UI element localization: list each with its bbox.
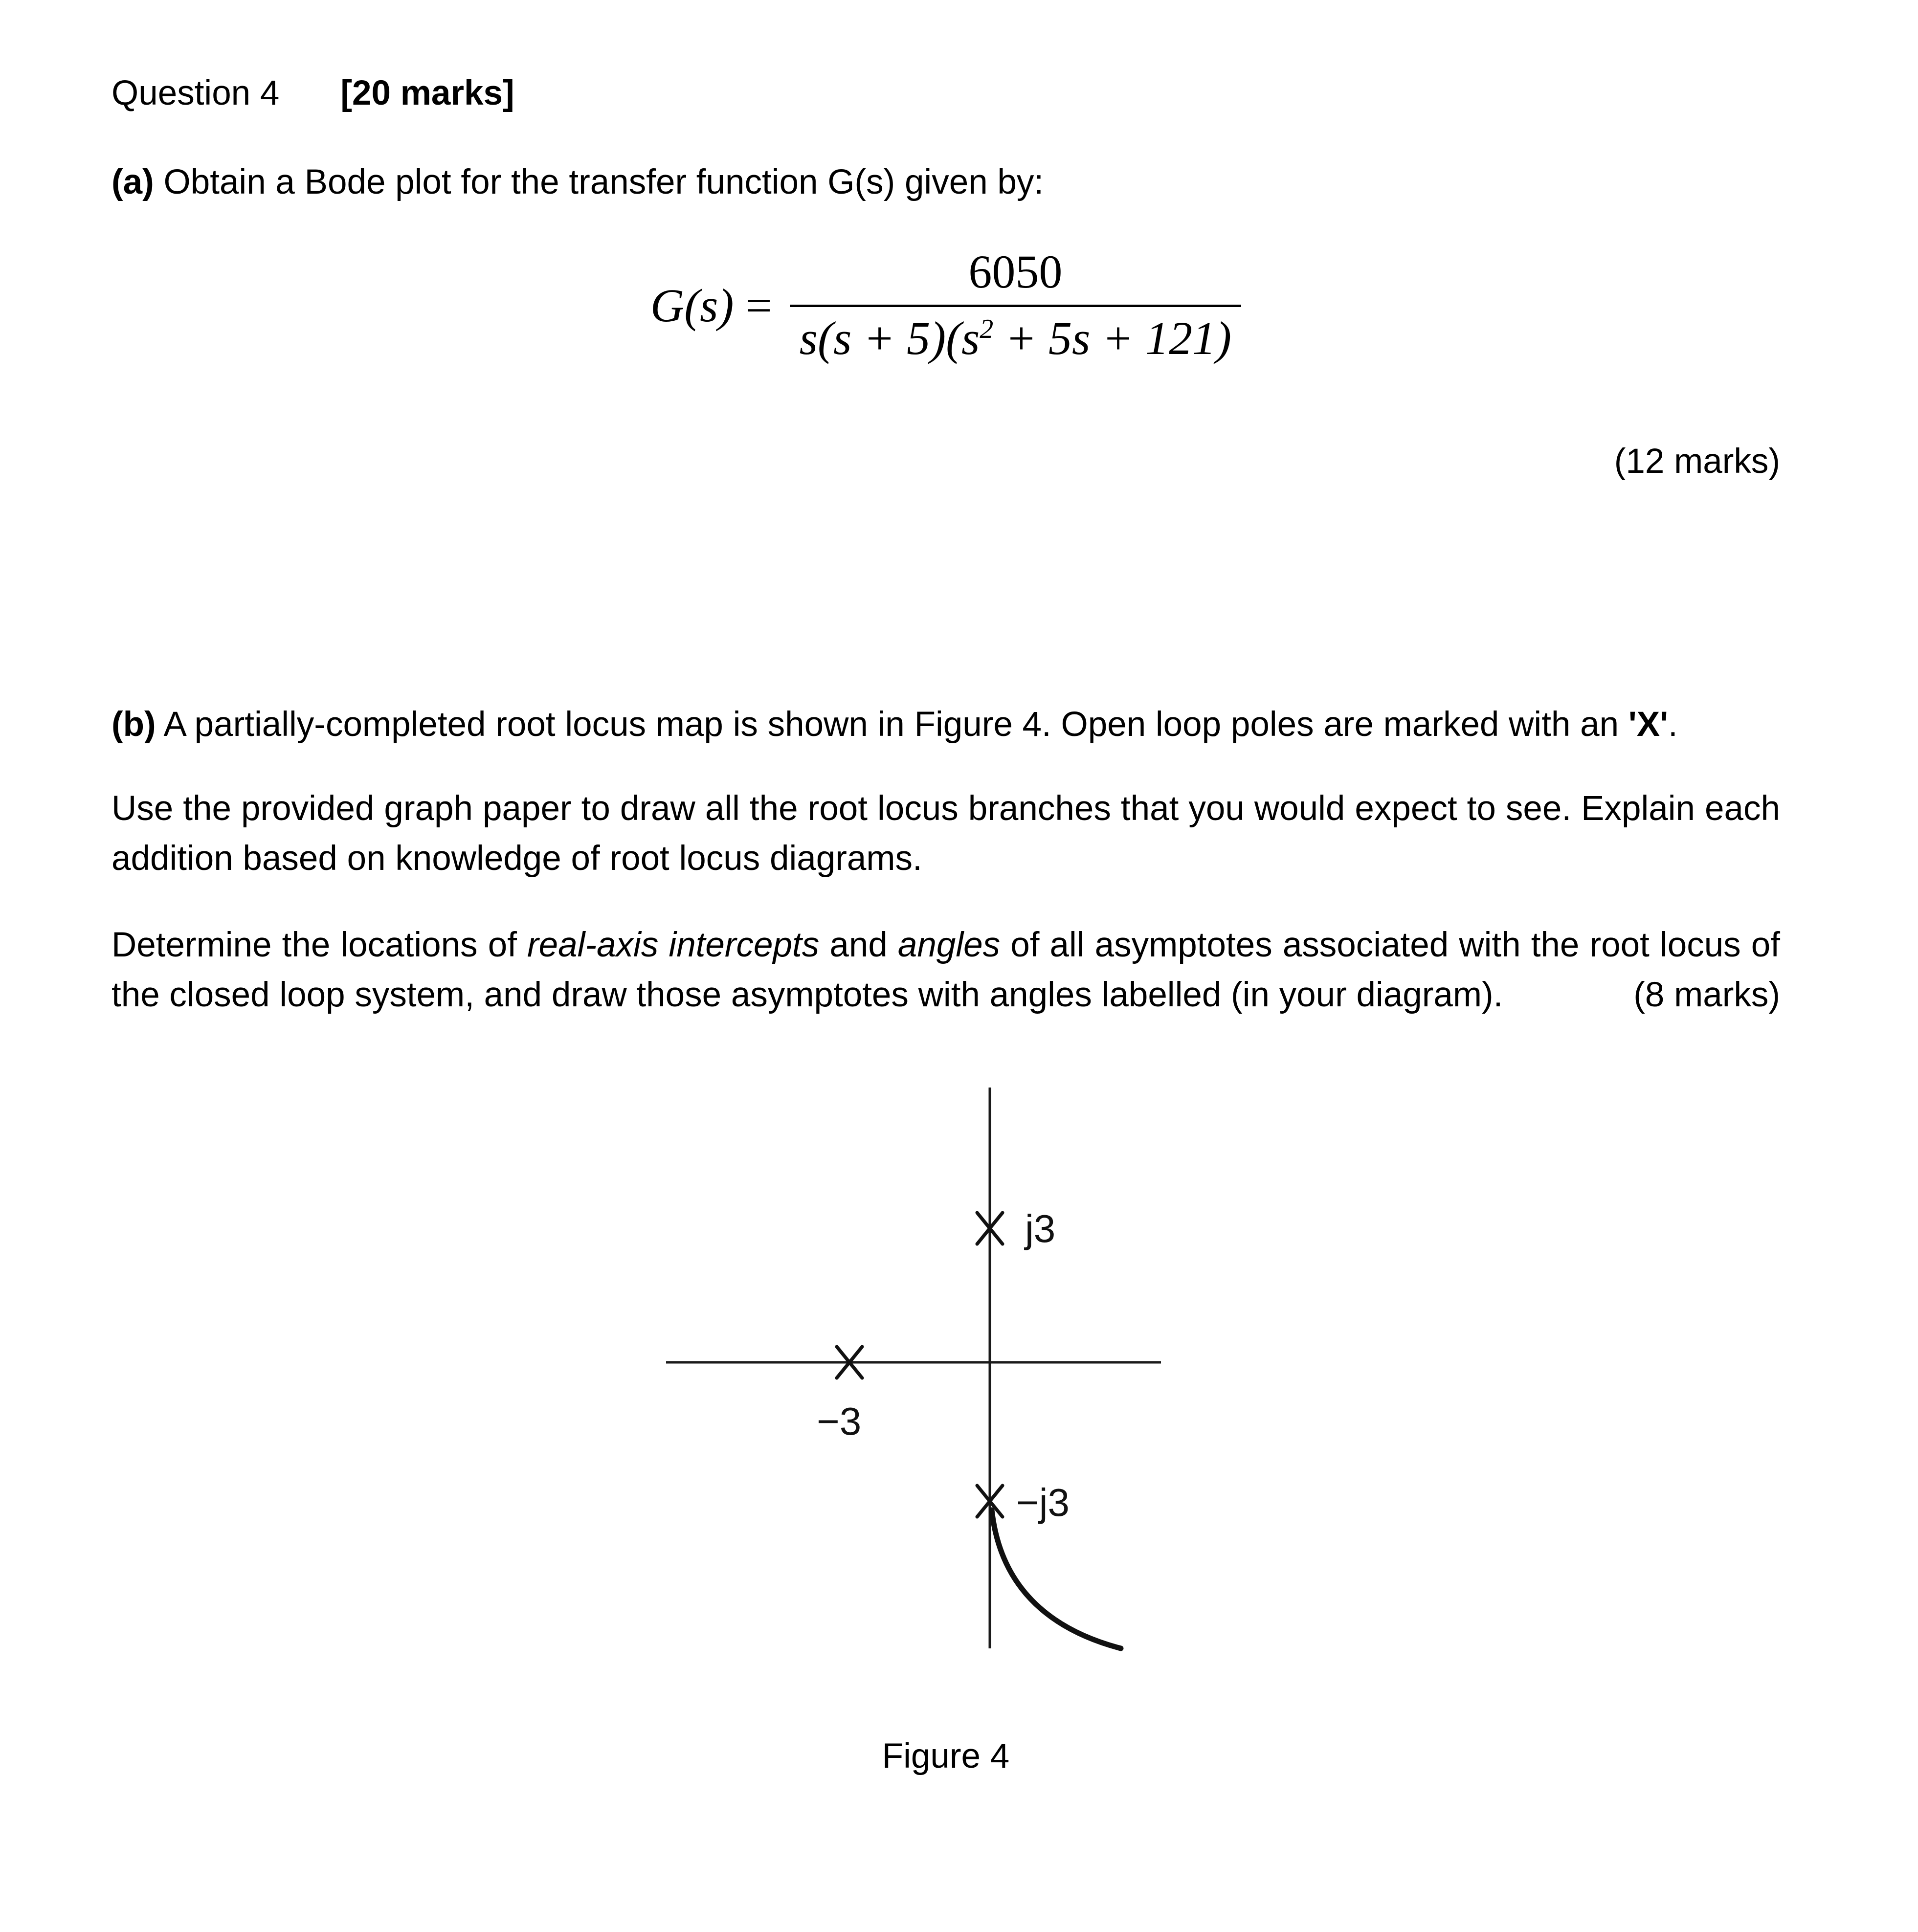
label-j3: j3 (1025, 1206, 1056, 1250)
equation-denominator (790, 305, 1242, 363)
part-b-label: (b) (112, 705, 156, 744)
part-a-label: (a) (112, 163, 154, 201)
label-minus-j3: −j3 (1016, 1480, 1070, 1524)
part-a-marks: (12 marks) (1614, 442, 1780, 481)
part-a-text: Obtain a Bode plot for the transfer function G(s) given by: (154, 163, 1044, 201)
equation-lhs (650, 278, 772, 333)
part-b-text-3-pre: Determine the locations of (112, 925, 528, 964)
equation-fraction (790, 247, 1242, 363)
figure-4 (112, 1084, 1780, 1781)
part-b-text-3-post: of all asymptotes associated with the root locus of the closed loop system, and draw those asymptotes with angles labelled (in your diagram). (112, 925, 1780, 1014)
denominator-post: + 5s + 121) (993, 311, 1232, 364)
part-b-text-1: A partially-completed root locus map is shown in Figure 4. Open loop poles are marked with an (156, 705, 1628, 744)
denominator-exponent: 2 (980, 313, 994, 344)
part-b-paragraph-1 (112, 700, 1780, 750)
equation-gs: G(s) (650, 279, 734, 332)
transfer-function-equation (112, 247, 1780, 363)
figure-caption: Figure 4 (882, 1736, 1010, 1776)
root-locus-branch (992, 1510, 1121, 1648)
equation-numerator: 6050 (968, 245, 1063, 298)
part-b-italic-real-axis-intercepts: real-axis intercepts (527, 925, 820, 964)
part-a-intro (112, 157, 1780, 207)
root-locus-figure (652, 1084, 1239, 1705)
part-b-x-marker: 'X' (1628, 705, 1668, 744)
part-b-paragraph-2: Use the provided graph paper to draw all the root locus branches that you would expect to see. Explain each addition based on knowledge of root locus diagrams. (112, 789, 1780, 878)
part-b-paragraph-3 (112, 920, 1780, 1020)
label-minus-3: −3 (817, 1399, 862, 1443)
part-b-text-1-end: . (1668, 705, 1678, 744)
question-number: Question 4 (112, 74, 280, 112)
part-b-italic-angles: angles (897, 925, 1001, 964)
question-total-marks: [20 marks] (340, 74, 514, 112)
part-b-marks: (8 marks) (1633, 975, 1780, 1014)
denominator-pre: s(s + 5)(s (799, 311, 980, 364)
equation-equals-sign: = (745, 279, 772, 332)
question-heading (112, 68, 1780, 118)
part-b-text-3-mid: and (819, 925, 898, 964)
